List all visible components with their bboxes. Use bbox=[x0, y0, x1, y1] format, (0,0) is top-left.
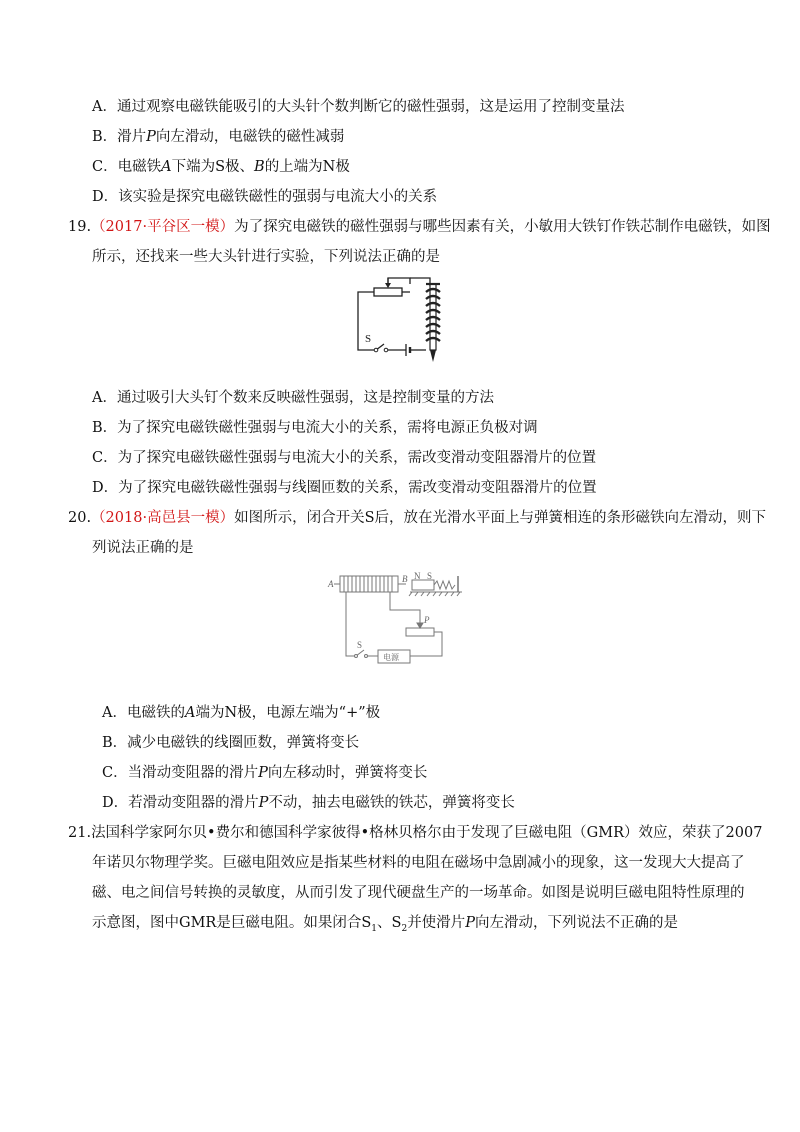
q20-stem-line1: 20.（2018·高邑县一模）如图所示，闭合开关S后，放在光滑水平面上与弹簧相连的条形磁铁向左滑动，则下 bbox=[68, 510, 767, 526]
q21-stem-line3: 磁、电之间信号转换的灵敏度，从而引发了现代硬盘生产的一场革命。如图是说明巨磁电阻特性原理的 bbox=[92, 885, 745, 901]
q19-stem-line1: 19.（2017·平谷区一模）为了探究电磁铁的磁性强弱与哪些因素有关，小敏用大铁钉作铁芯制作电磁铁，如图 bbox=[68, 219, 771, 235]
q20-option-a: A．电磁铁的A端为N极，电源左端为“+”极 bbox=[102, 705, 381, 721]
q20-source: （2018·高邑县一模） bbox=[91, 510, 235, 526]
q19-option-a: A．通过吸引大头钉个数来反映磁性强弱，这是控制变量的方法 bbox=[92, 390, 494, 406]
q21-stem-line4: 示意图，图中GMR是巨磁电阻。如果闭合$S_1$、$S_2$并使滑片P向左滑动，下列说法不正确的是 bbox=[92, 915, 678, 934]
q19-number: 19. bbox=[68, 219, 92, 235]
q19-circuit-figure bbox=[348, 272, 453, 364]
q19-switch-label: S bbox=[365, 333, 372, 345]
q20-label-a: A bbox=[328, 579, 334, 589]
q21-stem-line2: 年诺贝尔物理学奖。巨磁电阻效应是指某些材料的电阻在磁场中急剧减小的现象，这一发现大大提高了 bbox=[92, 855, 745, 871]
q18-option-a: A．通过观察电磁铁能吸引的大头针个数判断它的磁性强弱，这是运用了控制变量法 bbox=[92, 99, 625, 115]
q20-option-c: C．当滑动变阻器的滑片P向左移动时，弹簧将变长 bbox=[102, 765, 428, 781]
q18-option-b: B．滑片P向左滑动，电磁铁的磁性减弱 bbox=[92, 129, 345, 145]
q20-number: 20. bbox=[68, 510, 92, 526]
q20-switch-label: S bbox=[357, 640, 363, 650]
q20-circuit-figure bbox=[326, 570, 474, 670]
q18-option-d: D．该实验是探究电磁铁磁性的强弱与电流大小的关系 bbox=[92, 189, 438, 205]
q19-option-b: B．为了探究电磁铁磁性强弱与电流大小的关系，需将电源正负极对调 bbox=[92, 420, 538, 436]
q19-option-d: D．为了探究电磁铁磁性强弱与线圈匝数的关系，需改变滑动变阻器滑片的位置 bbox=[92, 480, 597, 496]
q19-source: （2017·平谷区一模） bbox=[91, 219, 235, 235]
q20-option-d: D．若滑动变阻器的滑片P不动，抽去电磁铁的铁芯，弹簧将变长 bbox=[102, 795, 515, 811]
q20-stem-line2: 列说法正确的是 bbox=[92, 540, 194, 556]
q19-option-c: C．为了探究电磁铁磁性强弱与电流大小的关系，需改变滑动变阻器滑片的位置 bbox=[92, 450, 597, 466]
q19-stem-line2: 所示，还找来一些大头针进行实验，下列说法正确的是 bbox=[92, 249, 440, 265]
q20-source-label: 电源 bbox=[383, 653, 399, 662]
q20-label-p: P bbox=[424, 615, 430, 625]
q21-number: 21. bbox=[68, 825, 92, 841]
q20-label-n: N bbox=[414, 571, 421, 581]
q18-option-c: C．电磁铁A下端为S极、B的上端为N极 bbox=[92, 159, 350, 175]
q20-label-s: S bbox=[427, 571, 433, 581]
q21-stem-line1: 21.法国科学家阿尔贝•费尔和德国科学家彼得•格林贝格尔由于发现了巨磁电阻（GMR）效应，荣获了2007 bbox=[68, 825, 763, 841]
q20-option-b: B．减少电磁铁的线圈匝数，弹簧将变长 bbox=[102, 735, 360, 751]
q20-label-b: B bbox=[402, 574, 408, 584]
